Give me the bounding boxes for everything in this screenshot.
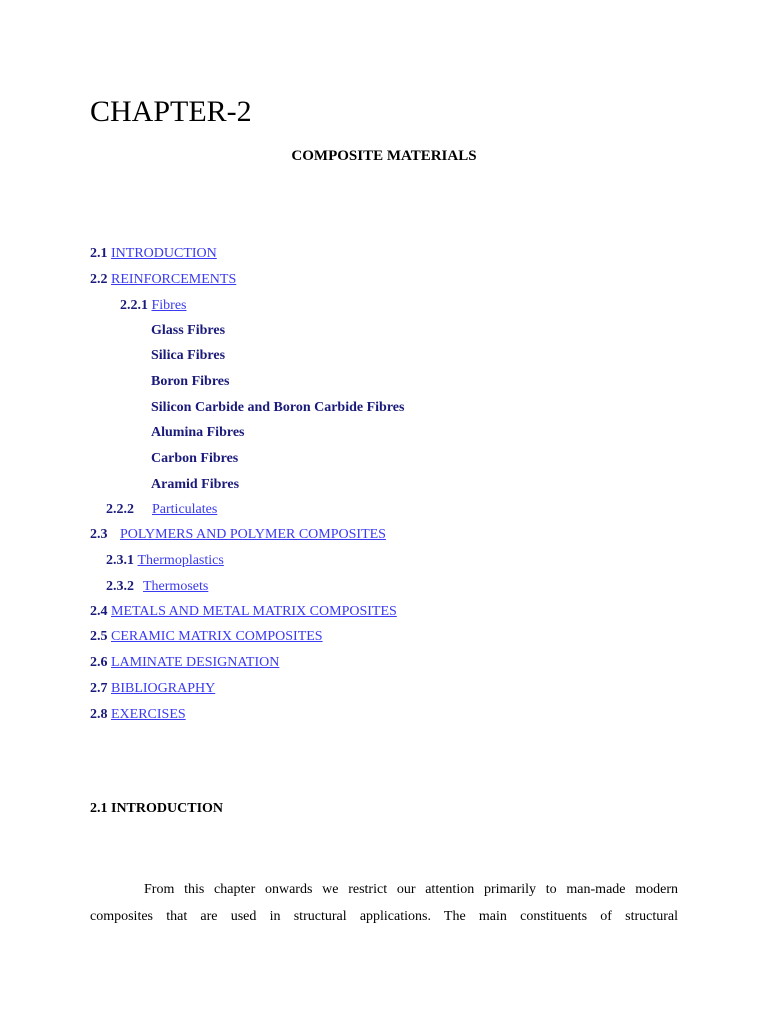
- toc-item-aramid-fibres: [151, 474, 239, 496]
- toc-label: Aramid Fibres: [151, 477, 240, 492]
- toc-item-particulates: [106, 499, 217, 521]
- toc-number: 2.3.1: [106, 553, 138, 568]
- toc-number: 2.3: [90, 527, 108, 542]
- toc-number: 2.3.2: [106, 579, 134, 594]
- toc-link-exercises[interactable]: EXERCISES: [111, 707, 186, 722]
- toc-item-silica-fibres: [151, 345, 225, 367]
- toc-item-thermoplastics: [106, 550, 224, 572]
- toc-item-ceramic: [90, 626, 323, 648]
- body-line-2: composites that are used in structural applications. The main constituents of structural: [90, 909, 678, 924]
- chapter-subtitle-text: COMPOSITE MATERIALS: [291, 148, 477, 164]
- chapter-title: CHAPTER-2: [90, 95, 252, 128]
- toc-label: Carbon Fibres: [151, 451, 239, 466]
- chapter-subtitle: [0, 148, 768, 165]
- toc-link-bibliography[interactable]: BIBLIOGRAPHY: [111, 681, 216, 696]
- toc-item-exercises: [90, 704, 186, 726]
- toc-number: 2.1: [90, 246, 111, 261]
- toc-label: Alumina Fibres: [151, 425, 245, 440]
- toc-number: 2.2.1: [120, 298, 152, 313]
- toc-label: Silicon Carbide and Boron Carbide Fibres: [151, 400, 405, 415]
- toc-item-carbon-fibres: [151, 448, 238, 470]
- toc-item-thermosets: [106, 576, 208, 598]
- toc-number: 2.8: [90, 707, 111, 722]
- toc-link-thermoplastics[interactable]: Thermoplastics: [137, 553, 224, 568]
- toc-item-reinforcements: [90, 269, 236, 291]
- toc-number: 2.2: [90, 272, 111, 287]
- toc-number: 2.6: [90, 655, 111, 670]
- toc-item-alumina-fibres: [151, 422, 244, 444]
- toc-item-glass-fibres: [151, 320, 225, 342]
- toc-item-polymers: [90, 524, 386, 546]
- toc-item-introduction: [90, 243, 217, 265]
- toc-item-fibres: [120, 295, 187, 317]
- toc-number: 2.5: [90, 629, 111, 644]
- toc-link-thermosets[interactable]: Thermosets: [143, 579, 209, 594]
- toc-label: Glass Fibres: [151, 323, 226, 338]
- toc-link-laminate[interactable]: LAMINATE DESIGNATION: [111, 655, 280, 670]
- toc-number: 2.4: [90, 604, 111, 619]
- toc-label: Silica Fibres: [151, 348, 226, 363]
- toc-item-boron-fibres: [151, 371, 229, 393]
- toc-link-ceramic[interactable]: CERAMIC MATRIX COMPOSITES: [111, 629, 323, 644]
- toc-label: Boron Fibres: [151, 374, 230, 389]
- body-paragraph: [90, 876, 678, 930]
- toc-link-reinforcements[interactable]: REINFORCEMENTS: [111, 272, 237, 287]
- toc-item-bibliography: [90, 678, 215, 700]
- toc-item-metals: [90, 601, 397, 623]
- toc-link-fibres[interactable]: Fibres: [151, 298, 187, 313]
- toc-number: 2.2.2: [106, 502, 134, 517]
- toc-number: 2.7: [90, 681, 111, 696]
- toc-item-laminate: [90, 652, 279, 674]
- toc-link-polymers[interactable]: POLYMERS AND POLYMER COMPOSITES: [120, 527, 386, 542]
- toc-link-introduction[interactable]: INTRODUCTION: [111, 246, 217, 261]
- toc-link-particulates[interactable]: Particulates: [152, 502, 218, 517]
- body-line-1: From this chapter onwards we restrict our attention primarily to man-made modern: [144, 882, 678, 897]
- section-heading: 2.1 INTRODUCTION: [90, 801, 224, 816]
- toc-link-metals[interactable]: METALS AND METAL MATRIX COMPOSITES: [111, 604, 397, 619]
- toc-item-silicon-carbide-fibres: [151, 397, 404, 419]
